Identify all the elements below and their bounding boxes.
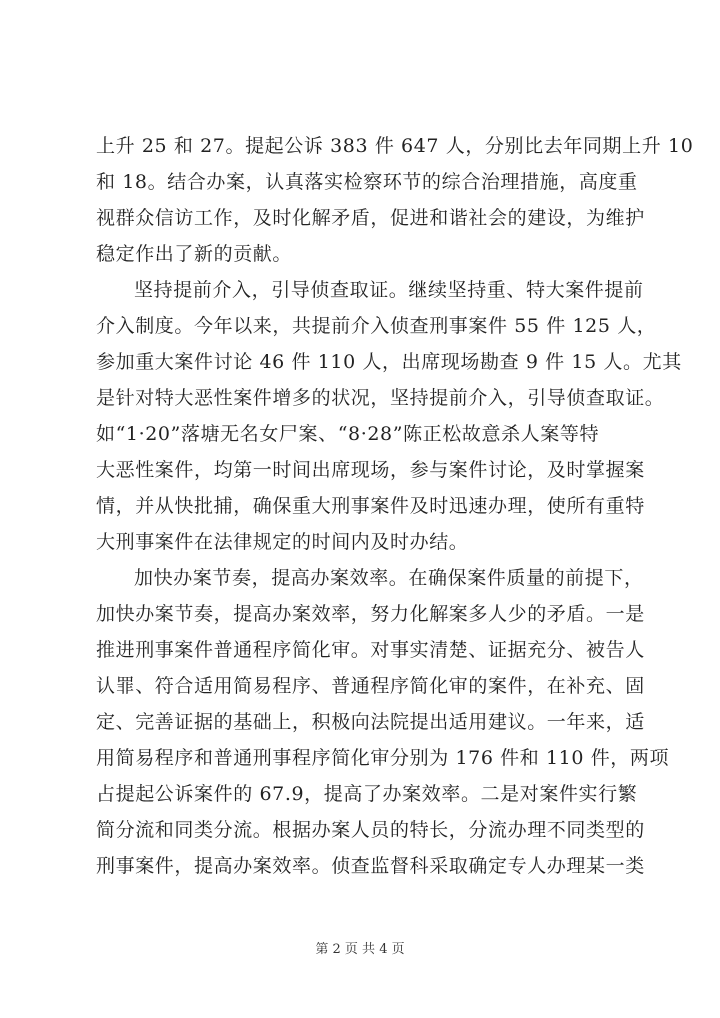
text-line: 视群众信访工作，及时化解矛盾，促进和谐社会的建设，为维护 [96,207,645,229]
text-line: 用简易程序和普通刑事程序简化审分别为 176 件和 110 件，两项 [96,747,670,769]
text-line: 介入制度。今年以来，共提前介入侦查刑事案件 55 件 125 人， [96,315,657,337]
text-line: 坚持提前介入，引导侦查取证。继续坚持重、特大案件提前 [134,279,644,301]
text-line: 稳定作出了新的贡献。 [96,243,293,265]
text-line: 大恶性案件，均第一时间出席现场，参与案件讨论，及时掌握案 [96,459,645,481]
text-line: 刑事案件，提高办案效率。侦查监督科采取确定专人办理某一类 [96,855,645,877]
text-line: 认罪、符合适用简易程序、普通程序简化审的案件，在补充、固 [96,675,645,697]
text-line: 和 18。结合办案，认真落实检察环节的综合治理措施，高度重 [96,171,638,193]
text-line: 是针对特大恶性案件增多的状况，坚持提前介入，引导侦查取证。 [96,387,665,409]
text-line: 简分流和同类分流。根据办案人员的特长，分流办理不同类型的 [96,819,645,841]
body-text [96,128,694,884]
text-line: 推进刑事案件普通程序简化审。对事实清楚、证据充分、被告人 [96,639,645,661]
paragraph-1 [96,128,694,272]
paragraph-3 [96,560,670,884]
text-line: 加快办案节奏，提高办案效率，努力化解案多人少的矛盾。一是 [96,603,645,625]
page-number-footer: 第 2 页 共 4 页 [315,942,405,957]
text-line: 情，并从快批捕，确保重大刑事案件及时迅速办理，使所有重特 [96,495,645,517]
text-line: 加快办案节奏，提高办案效率。在确保案件质量的前提下， [134,567,644,589]
text-line: 如“1·20”落塘无名女尸案、“8·28”陈正松故意杀人案等特 [96,423,600,445]
text-line: 定、完善证据的基础上，积极向法院提出适用建议。一年来，适 [96,711,645,733]
text-line: 占提起公诉案件的 67.9，提高了办案效率。二是对案件实行繁 [96,783,638,805]
text-line: 参加重大案件讨论 46 件 110 人，出席现场勘查 9 件 15 人。尤其 [96,351,682,373]
text-line: 大刑事案件在法律规定的时间内及时办结。 [96,531,469,553]
paragraph-2 [96,272,682,560]
text-line: 上升 25 和 27。提起公诉 383 件 647 人，分别比去年同期上升 10 [96,135,694,157]
